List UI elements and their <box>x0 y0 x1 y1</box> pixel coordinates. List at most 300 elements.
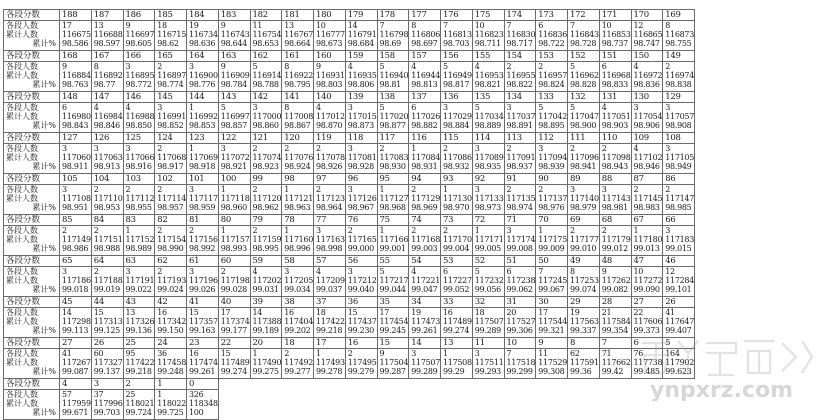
cum-pct-value: 99.279 <box>347 367 374 376</box>
watermark-text: ynpxrz.com <box>650 378 794 401</box>
cum-pct-value: 99.163 <box>189 326 216 335</box>
count-value: 3 <box>506 103 512 112</box>
cum-pct-value: 98.605 <box>125 39 152 48</box>
cum-pct-value: 99.703 <box>93 408 120 417</box>
cum-pct-value: 98.930 <box>379 162 406 171</box>
stats-cell <box>663 267 695 297</box>
stats-cell <box>409 267 441 297</box>
cum-count-value: 117140 <box>570 194 599 203</box>
stats-cell <box>441 226 473 256</box>
score-cell <box>282 256 314 267</box>
cum-pct-value: 98.941 <box>570 162 597 171</box>
stats-label-cell <box>4 144 60 174</box>
cum-pct-value: 99.082 <box>601 285 628 294</box>
cum-pct-value: 98.957 <box>157 203 184 212</box>
score-value: 13 <box>443 338 454 348</box>
count-value: 9 <box>220 21 226 30</box>
stats-cell <box>218 144 250 174</box>
stats-cell <box>282 267 314 297</box>
score-cell <box>314 297 346 308</box>
score-value: 135 <box>474 92 491 102</box>
stats-cell <box>218 349 250 379</box>
score-value: 85 <box>62 215 73 225</box>
count-value: 20 <box>506 308 517 317</box>
stats-cell <box>187 226 219 256</box>
cum-count-value: 117458 <box>157 358 186 367</box>
cum-count-value: 116836 <box>538 30 567 39</box>
cum-count-value: 116980 <box>62 112 91 121</box>
score-cell <box>568 10 600 21</box>
score-cell <box>282 297 314 308</box>
cum-pct-value: 98.586 <box>62 39 89 48</box>
stats-cell <box>504 226 536 256</box>
count-value: 3 <box>411 349 417 358</box>
score-value: 2 <box>125 379 131 389</box>
score-cell <box>536 51 568 62</box>
cum-pct-label: 累计% <box>32 244 56 253</box>
cum-pct-value: 98.937 <box>506 162 533 171</box>
score-cell <box>536 297 568 308</box>
score-cell <box>60 133 92 144</box>
cum-pct-value: 99.261 <box>189 367 216 376</box>
cum-count-value: 117647 <box>665 317 694 326</box>
count-value: 57 <box>62 390 72 399</box>
score-cell <box>345 10 377 21</box>
cum-pct-value: 99.189 <box>252 326 279 335</box>
cum-count-label: 累计人数 <box>6 235 38 244</box>
stats-row <box>4 267 695 297</box>
score-cell <box>663 92 695 103</box>
cum-pct-value: 99.137 <box>93 367 120 376</box>
score-cell <box>409 10 441 21</box>
count-value: 3 <box>189 267 194 276</box>
cum-count-value: 116791 <box>347 30 377 39</box>
cum-pct-value: 98.684 <box>347 39 374 48</box>
cum-pct-value: 99.202 <box>284 326 311 335</box>
count-value: 2 <box>347 349 353 358</box>
stats-cell <box>409 103 441 133</box>
count-value: 5 <box>252 62 258 71</box>
cum-count-value: 116688 <box>93 30 123 39</box>
cum-count-value: 116968 <box>601 71 631 80</box>
cum-pct-value: 99.354 <box>601 326 628 335</box>
stats-cell <box>218 21 250 51</box>
cum-count-value: 117563 <box>570 317 599 326</box>
score-value: 86 <box>665 174 676 184</box>
count-value: 12 <box>665 267 675 276</box>
cum-count-value: 117143 <box>601 194 631 203</box>
cum-pct-value: 98.597 <box>93 39 120 48</box>
score-value: 67 <box>633 215 644 225</box>
score-cell <box>155 215 187 226</box>
count-value: 14 <box>252 308 263 317</box>
score-value: 117 <box>379 133 395 143</box>
score-cell <box>631 215 663 226</box>
stats-cell <box>155 308 187 338</box>
count-value: 2 <box>157 144 163 153</box>
stats-cell <box>155 144 187 174</box>
score-value: 118 <box>347 133 364 143</box>
score-value: 125 <box>125 133 141 143</box>
score-value: 26 <box>93 338 104 348</box>
score-cell <box>282 338 314 349</box>
stats-cell <box>536 349 568 379</box>
score-value: 173 <box>538 10 554 20</box>
stats-cell <box>187 267 219 297</box>
stats-cell <box>155 267 187 297</box>
score-cell <box>60 10 92 21</box>
stats-cell <box>91 62 123 92</box>
score-cell <box>663 297 695 308</box>
cum-count-value: 116813 <box>443 30 472 39</box>
score-cell <box>250 174 282 185</box>
stats-cell <box>60 103 92 133</box>
cum-count-value: 117180 <box>633 235 663 244</box>
score-value: 73 <box>443 215 454 225</box>
cum-pct-value: 98.877 <box>379 121 406 130</box>
count-label: 各段人数 <box>6 144 38 153</box>
score-cell <box>472 338 504 349</box>
cum-pct-value: 98.913 <box>93 162 120 171</box>
count-value: 19 <box>570 308 580 317</box>
count-value: 8 <box>570 267 575 276</box>
stats-cell <box>218 103 250 133</box>
count-value: 25 <box>125 390 136 399</box>
score-cell <box>441 297 473 308</box>
score-value: 82 <box>157 215 168 225</box>
cum-pct-value: 98.62 <box>157 39 179 48</box>
cum-pct-value: 98.803 <box>316 80 343 89</box>
score-cell <box>60 256 92 267</box>
cum-pct-value: 98.908 <box>665 121 692 130</box>
score-value: 146 <box>125 92 141 102</box>
cum-count-value: 117157 <box>220 235 250 244</box>
score-value: 58 <box>284 256 295 266</box>
stats-label-cell <box>4 185 60 215</box>
count-value: 2 <box>443 226 448 235</box>
stats-cell <box>472 349 504 379</box>
score-cell <box>345 215 377 226</box>
cum-count-value: 117212 <box>347 276 377 285</box>
score-label: 各段分数 <box>6 51 41 61</box>
stats-cell <box>599 308 631 338</box>
cum-pct-value: 98.995 <box>252 244 279 253</box>
count-value: 10 <box>316 21 326 30</box>
cum-pct-value: 99.019 <box>93 285 120 294</box>
cum-count-value: 116955 <box>506 71 536 80</box>
count-value: 1 <box>411 144 417 153</box>
stats-cell <box>155 390 187 420</box>
cum-pct-label: 累计% <box>32 80 56 89</box>
score-value: 167 <box>93 51 110 61</box>
cum-count-value: 117238 <box>506 276 536 285</box>
cum-count-value: 117183 <box>665 235 694 244</box>
score-value: 42 <box>157 297 168 307</box>
score-cell <box>599 174 631 185</box>
cum-count-value: 116944 <box>411 71 440 80</box>
count-label: 各段人数 <box>6 349 38 358</box>
count-value: 3 <box>665 226 671 235</box>
cum-pct-value: 99.062 <box>506 285 533 294</box>
stats-cell <box>282 185 314 215</box>
cum-count-value: 117388 <box>252 317 282 326</box>
cum-count-label: 累计人数 <box>6 399 38 408</box>
score-value: 70 <box>538 215 549 225</box>
score-value: 43 <box>125 297 136 307</box>
score-cell <box>472 10 504 21</box>
stats-cell <box>631 21 663 51</box>
score-value: 16 <box>347 338 358 348</box>
cum-count-value: 117179 <box>601 235 631 244</box>
cum-pct-value: 99.005 <box>474 244 501 253</box>
count-value: 9 <box>316 62 321 71</box>
stats-cell <box>504 144 536 174</box>
score-value: 179 <box>347 10 364 20</box>
score-value: 29 <box>570 297 581 307</box>
cum-count-value: 116900 <box>189 71 218 80</box>
stats-cell <box>536 21 568 51</box>
score-cell <box>472 174 504 185</box>
score-cell <box>155 256 187 267</box>
count-value: 2 <box>506 62 512 71</box>
count-value: 13 <box>284 21 294 30</box>
score-value: 51 <box>506 256 517 266</box>
score-value: 121 <box>252 133 268 143</box>
score-header-row <box>4 379 695 390</box>
count-value: 13 <box>125 308 136 317</box>
score-cell <box>631 174 663 185</box>
score-value: 34 <box>411 297 422 307</box>
count-value: 9 <box>125 21 131 30</box>
cum-pct-value: 99.373 <box>633 326 660 335</box>
stats-cell <box>123 390 155 420</box>
stats-cell <box>377 308 409 338</box>
count-value: 18 <box>157 21 167 30</box>
cum-pct-value: 99.052 <box>443 285 470 294</box>
stats-cell <box>250 226 282 256</box>
cum-pct-value: 99.010 <box>570 244 597 253</box>
cum-count-value: 117298 <box>62 317 91 326</box>
cum-count-value: 116974 <box>665 71 694 80</box>
score-cell <box>377 338 409 349</box>
score-value: 143 <box>220 92 237 102</box>
count-value: 1 <box>633 226 639 235</box>
stats-cell <box>123 185 155 215</box>
score-cell <box>187 51 219 62</box>
stats-cell <box>568 267 600 297</box>
cum-count-label: 累计人数 <box>6 71 38 80</box>
cum-count-value: 117084 <box>411 153 440 162</box>
score-cell <box>409 133 441 144</box>
count-value: 4 <box>474 62 480 71</box>
stats-cell <box>187 390 219 420</box>
cum-count-value: 117000 <box>252 112 282 121</box>
score-value: 139 <box>347 92 364 102</box>
stats-row <box>4 185 695 215</box>
count-value: 21 <box>601 308 612 317</box>
stats-cell <box>663 185 695 215</box>
stats-cell <box>60 144 92 174</box>
cum-count-value: 117492 <box>284 358 313 367</box>
score-cell <box>472 133 504 144</box>
score-label: 各段分数 <box>6 379 41 389</box>
score-cell <box>282 92 314 103</box>
score-header-row <box>4 10 695 21</box>
cum-count-value: 117474 <box>189 358 218 367</box>
cum-count-value: 117221 <box>411 276 440 285</box>
cum-pct-label: 累计% <box>32 203 56 212</box>
cum-pct-value: 99.275 <box>252 367 279 376</box>
score-value: 9 <box>538 338 544 348</box>
cum-count-label: 累计人数 <box>6 317 38 326</box>
cum-pct-value: 99.299 <box>506 367 533 376</box>
score-cell <box>472 297 504 308</box>
count-value: 164 <box>665 349 680 358</box>
count-value: 5 <box>443 62 448 71</box>
stats-cell <box>472 103 504 133</box>
score-cell <box>60 379 92 390</box>
score-value: 44 <box>93 297 104 307</box>
cum-count-value: 117130 <box>443 194 472 203</box>
score-cell <box>377 133 409 144</box>
cum-count-value: 117051 <box>601 112 631 121</box>
score-label: 各段分数 <box>6 215 41 225</box>
score-cell <box>409 215 441 226</box>
cum-pct-value: 98.776 <box>189 80 216 89</box>
score-label: 各段分数 <box>6 133 41 143</box>
cum-count-value: 117606 <box>633 317 663 326</box>
cum-pct-value: 99.012 <box>601 244 628 253</box>
cum-count-value: 116991 <box>157 112 186 121</box>
cum-count-value: 117105 <box>665 153 694 162</box>
score-label: 各段分数 <box>6 92 41 102</box>
count-value: 3 <box>125 144 131 153</box>
cum-pct-value: 99.022 <box>125 285 152 294</box>
score-value: 98 <box>284 174 295 184</box>
stats-cell <box>441 349 473 379</box>
score-cell <box>314 133 346 144</box>
count-value: 2 <box>93 185 99 194</box>
cum-count-label: 累计人数 <box>6 30 38 39</box>
stats-cell <box>123 349 155 379</box>
stats-label-cell <box>4 349 60 379</box>
score-cell <box>187 338 219 349</box>
count-value: 2 <box>665 185 671 194</box>
score-cell <box>91 133 123 144</box>
score-cell <box>472 256 504 267</box>
cum-pct-label: 累计% <box>32 285 56 294</box>
score-value: 11 <box>474 338 485 348</box>
stats-cell <box>60 349 92 379</box>
stats-cell <box>441 103 473 133</box>
stats-cell <box>377 185 409 215</box>
cum-count-value: 117086 <box>443 153 472 162</box>
stats-cell <box>599 185 631 215</box>
stats-cell <box>187 21 219 51</box>
stats-cell <box>663 21 695 51</box>
cum-pct-label: 累计% <box>32 162 56 171</box>
cum-pct-value: 98.806 <box>347 80 374 89</box>
score-cell <box>91 174 123 185</box>
score-label-cell <box>4 297 60 308</box>
count-value: 2 <box>157 185 163 194</box>
score-cell <box>91 379 123 390</box>
score-cell <box>599 256 631 267</box>
score-cell <box>91 256 123 267</box>
cum-count-value: 117127 <box>379 194 409 203</box>
stats-cell <box>123 103 155 133</box>
score-cell <box>218 10 250 21</box>
score-value: 162 <box>252 51 268 61</box>
count-value: 3 <box>252 103 258 112</box>
stats-cell <box>472 267 504 297</box>
stats-cell <box>631 144 663 174</box>
score-cell <box>441 51 473 62</box>
count-value: 3 <box>443 103 448 112</box>
score-value: 155 <box>474 51 491 61</box>
cum-pct-value: 98.900 <box>570 121 597 130</box>
count-value: 2 <box>252 185 258 194</box>
count-value: 4 <box>633 62 639 71</box>
stats-cell <box>250 62 282 92</box>
count-value: 6 <box>538 21 544 30</box>
score-value: 150 <box>633 51 649 61</box>
cum-count-value: 117076 <box>284 153 313 162</box>
stats-cell <box>345 103 377 133</box>
cum-pct-value: 98.836 <box>633 80 660 89</box>
score-cell <box>314 256 346 267</box>
stats-cell <box>345 349 377 379</box>
score-value: 27 <box>62 338 73 348</box>
count-value: 3 <box>62 185 67 194</box>
score-cell <box>441 215 473 226</box>
stats-cell <box>155 185 187 215</box>
cum-pct-value: 98.949 <box>665 162 692 171</box>
count-value: 41 <box>62 349 72 358</box>
score-cell <box>663 133 695 144</box>
stats-cell <box>218 308 250 338</box>
stats-cell <box>409 308 441 338</box>
score-value: 147 <box>93 92 110 102</box>
score-value: 176 <box>443 10 459 20</box>
score-header-row <box>4 174 695 185</box>
cum-count-value: 117112 <box>125 194 155 203</box>
score-value: 30 <box>538 297 549 307</box>
stats-cell <box>599 103 631 133</box>
count-value: 2 <box>538 185 544 194</box>
cum-count-label: 累计人数 <box>6 153 38 162</box>
count-value: 10 <box>633 267 644 276</box>
cum-pct-value: 98.833 <box>601 80 628 89</box>
stats-row <box>4 21 695 51</box>
cum-count-value: 117196 <box>189 276 218 285</box>
score-cell <box>250 92 282 103</box>
stats-cell <box>282 349 314 379</box>
cum-count-value: 116884 <box>62 71 91 80</box>
count-value: 5 <box>570 62 575 71</box>
cum-count-value: 117068 <box>157 153 186 162</box>
cum-count-label: 累计人数 <box>6 276 38 285</box>
score-cell <box>377 215 409 226</box>
cum-count-value: 116675 <box>62 30 91 39</box>
cum-count-value: 117507 <box>411 358 440 367</box>
score-cell <box>504 10 536 21</box>
score-value: 40 <box>220 297 231 307</box>
stats-cell <box>314 226 346 256</box>
count-value: 16 <box>284 308 294 317</box>
stats-label-cell <box>4 308 60 338</box>
count-value: 16 <box>443 308 453 317</box>
